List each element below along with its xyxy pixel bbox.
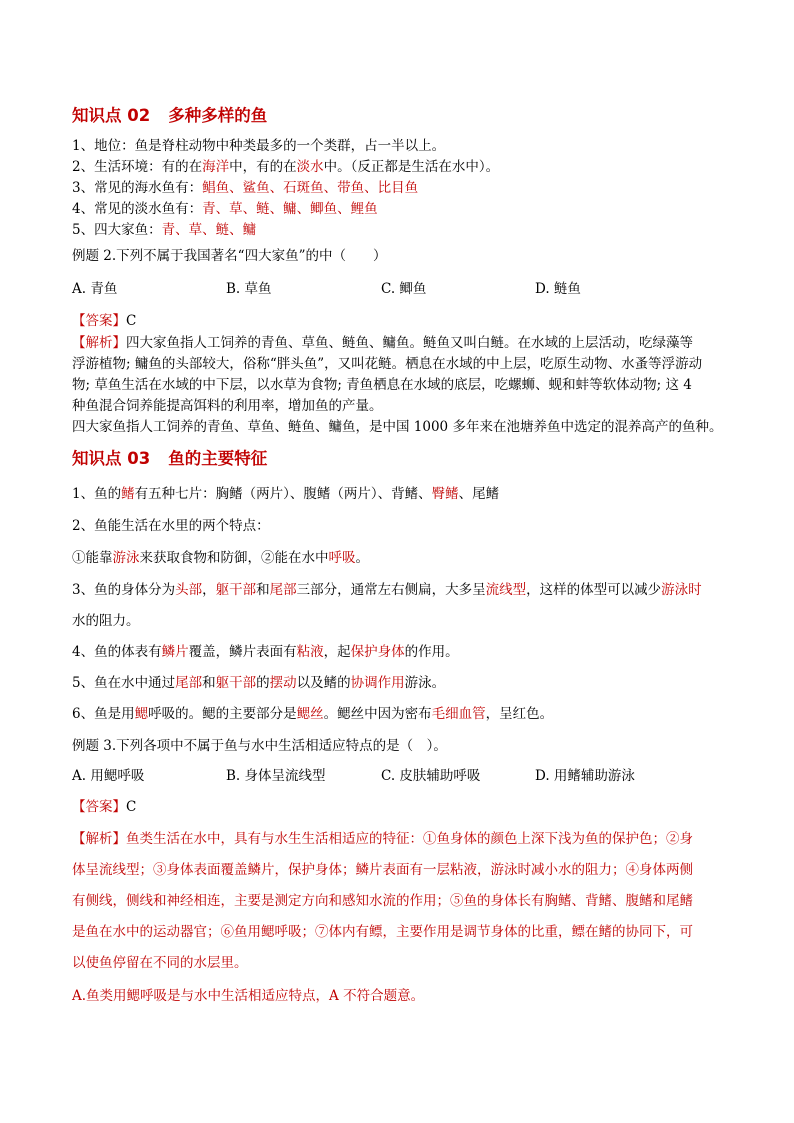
highlight: 躯干部 bbox=[215, 675, 257, 691]
section-heading: 鱼的主要特征 bbox=[168, 449, 268, 468]
text: 。 bbox=[355, 550, 369, 566]
text: 、尾鳍 bbox=[458, 486, 500, 502]
example-2-analysis-line bbox=[72, 333, 693, 353]
text: 中，有的在 bbox=[229, 159, 297, 175]
analysis-label: 【解析】 bbox=[72, 335, 126, 351]
highlight: 毛细血管 bbox=[431, 706, 486, 722]
fact-line-5 bbox=[72, 220, 256, 240]
highlight: 淡水 bbox=[296, 159, 324, 175]
highlight: 头部 bbox=[175, 582, 203, 598]
fact-line-1 bbox=[72, 136, 445, 156]
example-2-analysis-line: 四大家鱼指人工饲养的青鱼、草鱼、鲢鱼、鳙鱼，是中国 1000 多年来在池塘养鱼中选定的混养高产的鱼种。 bbox=[72, 419, 723, 435]
text: 。鳃丝中因为密布 bbox=[323, 706, 432, 722]
fact-line-3 bbox=[72, 178, 418, 198]
highlight: 尾部 bbox=[175, 675, 203, 691]
text: 鱼类生活在水中，具有与水生生活相适应的特征：①鱼身体的颜色上深下浅为鱼的保护色；②身 bbox=[126, 831, 693, 847]
feature-line-4-cont: 水的阻力。 bbox=[72, 613, 140, 629]
feature-line-5 bbox=[72, 642, 459, 662]
highlight: 协调作用 bbox=[350, 675, 405, 691]
highlight: 呼吸 bbox=[328, 550, 356, 566]
feature-line-6 bbox=[72, 673, 445, 693]
fact-line-4 bbox=[72, 199, 378, 219]
example-2-question: 例题 2.下列不属于我国著名“四大家鱼”的中（ ） bbox=[72, 248, 387, 264]
fact-line-2 bbox=[72, 157, 499, 177]
highlight: 保护身体 bbox=[350, 644, 405, 660]
highlight: 尾部 bbox=[269, 582, 297, 598]
example-3-analysis-line: 有侧线，侧线和神经相连，主要是测定方向和感知水流的作用；⑤鱼的身体长有胸鳍、背鳍、腹鳍和尾鳍 bbox=[72, 893, 693, 909]
section-heading: 多种多样的鱼 bbox=[168, 106, 268, 125]
text: 的 bbox=[256, 675, 270, 691]
highlight: 青、草、鲢、鳙 bbox=[161, 222, 257, 238]
example-2-option-c: C. 鲫鱼 bbox=[381, 281, 427, 297]
text: 和 bbox=[256, 582, 270, 598]
highlight: 鲳鱼、鲨鱼、石斑鱼、带鱼、比目鱼 bbox=[202, 180, 419, 196]
text: 和 bbox=[202, 675, 216, 691]
example-3-option-a: A. 用鳃呼吸 bbox=[72, 768, 145, 784]
highlight: 躯干部 bbox=[215, 582, 257, 598]
example-3-analysis-line: 体呈流线型；③身体表面覆盖鳞片，保护身体；鳞片表面有一层粘液，游泳时减小水的阻力；④身体两侧 bbox=[72, 862, 693, 878]
text: ， bbox=[202, 582, 216, 598]
feature-line-4 bbox=[72, 580, 702, 600]
text: ，呈红色。 bbox=[485, 706, 554, 722]
analysis-label: 【解析】 bbox=[72, 831, 126, 847]
text: ，这样的体型可以减少 bbox=[526, 582, 662, 598]
answer-value: C bbox=[126, 313, 137, 329]
feature-line-7 bbox=[72, 704, 553, 724]
text: ①能靠 bbox=[72, 550, 113, 566]
answer-label: 【答案】 bbox=[72, 799, 126, 815]
text: 1、鱼的 bbox=[72, 486, 122, 502]
highlight: 粘液 bbox=[296, 644, 324, 660]
example-3-analysis-line: 以使鱼停留在不同的水层里。 bbox=[72, 955, 248, 971]
highlight: 海洋 bbox=[202, 159, 230, 175]
text: 1、地位：鱼是脊柱动物中种类最多的一个类群，占一半以上。 bbox=[72, 138, 446, 154]
section-title-02 bbox=[72, 106, 267, 126]
text: 3、鱼的身体分为 bbox=[72, 582, 176, 598]
text: 中。（反正都是生活在水中）。 bbox=[323, 159, 500, 175]
answer-value: C bbox=[126, 799, 137, 815]
feature-line-2: 2、鱼能生活在水里的两个特点： bbox=[72, 518, 270, 534]
example-2-option-b: B. 草鱼 bbox=[226, 281, 272, 297]
example-3-conclusion: A.鱼类用鳃呼吸是与水中生活相适应特点，A 不符合题意。 bbox=[72, 988, 425, 1004]
feature-line-3 bbox=[72, 548, 369, 568]
highlight: 青、草、鲢、鳙、鲫鱼、鲤鱼 bbox=[202, 201, 378, 217]
example-3-question: 例题 3.下列各项中不属于鱼与水中生活相适应特点的是（ ）。 bbox=[72, 738, 447, 754]
text: 3、常见的海水鱼有： bbox=[72, 180, 203, 196]
text: 2、生活环境：有的在 bbox=[72, 159, 203, 175]
text: 以及鳍的 bbox=[296, 675, 351, 691]
example-2-analysis-line: 浮游植物; 鳙鱼的头部较大，俗称“胖头鱼”，又叫花鲢。栖息在水域的中上层，吃原生动物、水蚤等浮游动 bbox=[72, 356, 703, 372]
example-3-analysis-line: 是鱼在水中的运动器官；⑥鱼用鳃呼吸；⑦体内有鳔，主要作用是调节身体的比重，鳔在鳍的协同下，可 bbox=[72, 924, 693, 940]
highlight: 鳞片 bbox=[161, 644, 189, 660]
highlight: 游泳时 bbox=[661, 582, 702, 598]
highlight: 鳍 bbox=[121, 486, 135, 502]
answer-label: 【答案】 bbox=[72, 313, 126, 329]
text: 5、鱼在水中通过 bbox=[72, 675, 176, 691]
feature-line-1 bbox=[72, 484, 499, 504]
text: 游泳。 bbox=[404, 675, 446, 691]
text: 三部分，通常左右侧扁，大多呈 bbox=[296, 582, 486, 598]
text: 呼吸的。鳃的主要部分是 bbox=[148, 706, 297, 722]
text: ，起 bbox=[323, 644, 351, 660]
section-number: 知识点 03 bbox=[72, 449, 151, 468]
example-2-analysis-line: 物; 草鱼生活在水域的中下层，以水草为食物; 青鱼栖息在水域的底层，吃螺蛳、蚬和蚌等软体动物; 这 4 bbox=[72, 377, 692, 393]
text: 5、四大家鱼： bbox=[72, 222, 162, 238]
example-3-analysis-line bbox=[72, 829, 693, 849]
highlight: 游泳 bbox=[112, 550, 140, 566]
text: 四大家鱼指人工饲养的青鱼、草鱼、鲢鱼、鳙鱼。鲢鱼又叫白鲢。在水域的上层活动，吃绿藻等 bbox=[126, 335, 693, 351]
text: 4、鱼的体表有 bbox=[72, 644, 162, 660]
text: 来获取食物和防御，②能在水中 bbox=[139, 550, 329, 566]
highlight: 流线型 bbox=[485, 582, 527, 598]
highlight: 鳃 bbox=[134, 706, 149, 722]
highlight: 鳃丝 bbox=[296, 706, 324, 722]
example-2-answer bbox=[72, 311, 136, 331]
text: 4、常见的淡水鱼有： bbox=[72, 201, 203, 217]
example-3-option-d: D. 用鳍辅助游泳 bbox=[535, 768, 635, 784]
text: 有五种七片：胸鳍（两片）、腹鳍（两片）、背鳍、 bbox=[134, 486, 432, 502]
example-2-option-d: D. 鲢鱼 bbox=[535, 281, 581, 297]
text: 6、鱼是用 bbox=[72, 706, 135, 722]
example-2-option-a: A. 青鱼 bbox=[72, 281, 118, 297]
text: 的作用。 bbox=[404, 644, 459, 660]
section-number: 知识点 02 bbox=[72, 106, 151, 125]
example-3-answer bbox=[72, 797, 136, 817]
example-3-option-c: C. 皮肤辅助呼吸 bbox=[381, 768, 481, 784]
example-3-option-b: B. 身体呈流线型 bbox=[226, 768, 326, 784]
highlight: 摆动 bbox=[269, 675, 297, 691]
section-title-03 bbox=[72, 449, 267, 469]
text: 覆盖，鳞片表面有 bbox=[188, 644, 297, 660]
highlight: 臀鳍 bbox=[431, 486, 459, 502]
example-2-analysis-line: 种鱼混合饲养能提高饵料的利用率，增加鱼的产量。 bbox=[72, 398, 383, 414]
